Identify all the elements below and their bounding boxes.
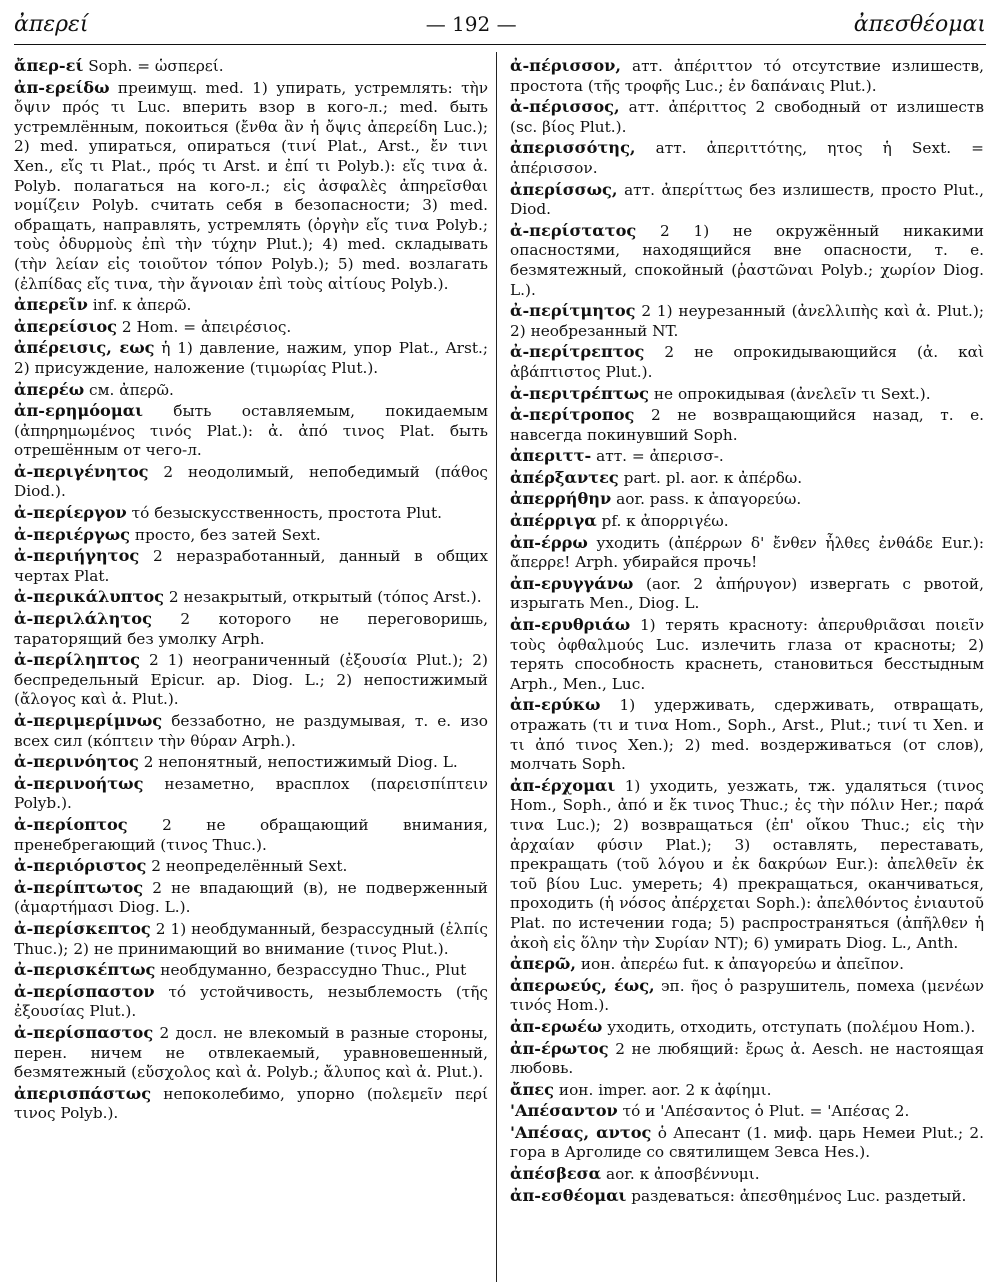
dictionary-entry	[14, 856, 488, 877]
entry-headword: ἀ-περιτρέπτως	[510, 383, 649, 403]
entry-headword: ἀ-περίτρεπτος	[510, 342, 645, 362]
page-number: — 192 —	[425, 12, 517, 36]
dictionary-entry	[510, 695, 984, 774]
dictionary-entry	[14, 1023, 488, 1083]
entry-headword: ἀ-πέρισσον,	[510, 56, 621, 75]
entry-definition: атт. ἀπεριττότης, ητος ἡ Sext. = ἀπέρισσον.	[510, 139, 984, 177]
entry-headword: ἄπες	[510, 1079, 555, 1099]
entry-definition: 2 не обращающий внимания, пренебрегающий (τινος Thuc.).	[14, 815, 488, 854]
entry-headword: ἀ-περίστατος	[510, 220, 637, 240]
header-right-word: ἀπεσθέομαι	[853, 11, 986, 37]
entry-definition: эп. ῆος ὁ разрушитель, помеха (μενέων τινός Hom.).	[510, 976, 984, 1015]
entry-definition: 2 которого не переговоришь, тараторящий без умолку Arph.	[14, 610, 488, 648]
dictionary-entry	[14, 380, 488, 401]
entry-definition: (aor. 2 ἀπήρυγον) извергать с рвотой, изрыгать Men., Diog. L.	[510, 574, 984, 613]
dictionary-entry	[510, 221, 984, 300]
entry-definition: part. pl. aor. к ἀπέρδω.	[623, 468, 803, 487]
entry-headword: ἀπερῶ,	[510, 954, 576, 974]
entry-definition: pf. к ἀπορριγέω.	[601, 512, 729, 531]
dictionary-entry	[510, 954, 984, 975]
left-column	[14, 56, 488, 1282]
dictionary-entry	[510, 56, 984, 96]
entry-headword: 'Απέσας, αντος	[510, 1122, 652, 1142]
entry-headword: ἀ-περιήγητος	[14, 546, 140, 566]
entry-definition: атт. ἀπέριττον τό отсутствие излишеств, простота (τῆς τροφῆς Luc.; ἐν δαπάναις Plut.).	[510, 57, 984, 95]
entry-headword: ἀ-περίληπτος	[14, 650, 140, 670]
dictionary-entry	[14, 587, 488, 608]
entry-headword: ἀ-περιλάλητος	[14, 609, 152, 629]
entry-definition: быть оставляемым, покидаемым (ἀπηρημωμένος τινός Plat.): ἀ. ἀπό τινος Plat. быть отрешённым от чего-л.	[14, 402, 488, 460]
entry-definition: ἡ 1) давление, нажим, упор Plat., Arst.; 2) присуждение, наложение (τιμωρίας Plut.).	[14, 339, 488, 377]
dictionary-entry	[510, 384, 984, 405]
entry-definition: уходить, отходить, отступать (πολέμου Hom.).	[607, 1017, 976, 1036]
entry-definition: 2 Hom. = ἀπειρέσιος.	[121, 317, 292, 336]
dictionary-entry	[14, 462, 488, 502]
dictionary-entry	[14, 609, 488, 649]
column-divider	[496, 52, 497, 1282]
dictionary-entry	[510, 1123, 984, 1163]
entry-headword: ἀπ-ερείδω	[14, 77, 110, 97]
entry-definition: 1) терять красноту: ἀπερυθριᾶσαι ποιεῖν τοὺς ὀφθαλμούς Luc. излечить глаза от красноты; 2) терять способность краснеть, становиться бесстыдным Arph., Men., Luc.	[510, 616, 984, 693]
entry-headword: ἀ-περίσκεπτος	[14, 918, 151, 938]
dictionary-entry	[14, 1084, 488, 1124]
entry-definition: τό и 'Απέσαντος ὁ Plut. = 'Απέσας 2.	[622, 1102, 910, 1121]
entry-definition: уходить (ἀπέρρων δ' ἔνθεν ἦλθες ἐνθάδε Eur.): ἄπερρε! Arph. убирайся прочь!	[510, 533, 984, 572]
entry-definition: 2 непонятный, непостижимый Diog. L.	[143, 753, 458, 772]
entry-definition: ион. imper. aor. 2 к ἀφίημι.	[558, 1080, 772, 1099]
entry-definition: 2 1) необдуманный, безрассудный (ἐλπίς Thuc.); 2) не принимающий во внимание (τινος Plut.).	[14, 919, 488, 958]
entry-headword: ἀπερεῖν	[14, 295, 88, 315]
entry-headword: ἄπερ-εί	[14, 56, 84, 75]
entry-headword: ἀπ-ερυθριάω	[510, 615, 631, 635]
entry-definition: беззаботно, не раздумывая, т. е. изо всех сил (κόπτειν τὴν θύραν Arph.).	[14, 712, 488, 750]
entry-headword: ἀ-περινοήτως	[14, 773, 144, 793]
entry-headword: ἀπεριττ-	[510, 446, 592, 466]
dictionary-entry	[510, 1164, 984, 1185]
dictionary-entry	[510, 1039, 984, 1079]
dictionary-entry	[510, 574, 984, 614]
dictionary-entry	[510, 776, 984, 953]
header-rule	[14, 44, 986, 45]
entry-headword: 'Απέσαντον	[510, 1101, 618, 1121]
entry-headword: ἀπ-ερημόομαι	[14, 401, 143, 421]
entry-headword: ἀ-περίτροπος	[510, 405, 635, 425]
entry-definition: см. ἀπερῶ.	[89, 380, 174, 399]
entry-definition: 2 не впадающий (в), не подверженный (ἁμαρτήμασι Diog. L.).	[14, 878, 488, 917]
dictionary-entry	[14, 503, 488, 524]
entry-headword: ἀ-περίσπαστος	[14, 1022, 154, 1042]
entry-headword: ἀπερισπάστως	[14, 1083, 152, 1103]
page-header	[14, 6, 986, 42]
dictionary-entry	[14, 960, 488, 981]
entry-headword: ἀπ-έρχομαι	[510, 775, 616, 795]
dictionary-entry	[510, 1080, 984, 1101]
dictionary-entry	[14, 525, 488, 546]
dictionary-entry	[510, 446, 984, 467]
entry-definition: 2 неодолимый, непобедимый (πάθος Diod.).	[14, 462, 488, 501]
entry-definition: τό устойчивость, незыблемость (τῆς ἐξουσίας Plut.).	[14, 982, 488, 1021]
entry-headword: ἀ-πέρισσος,	[510, 97, 620, 117]
entry-definition: раздеваться: ἀπεσθημένος Luc. раздетый.	[631, 1186, 967, 1205]
entry-headword: ἀπ-ερύκω	[510, 695, 601, 715]
dictionary-entry	[510, 511, 984, 532]
dictionary-entry	[14, 295, 488, 316]
dictionary-entry	[510, 180, 984, 220]
entry-definition: aor. к ἀποσβέννυμι.	[605, 1165, 760, 1184]
entry-headword: ἀ-περιγένητος	[14, 461, 149, 481]
entry-definition: ὁ Апесант (1. миф. царь Немеи Plut.; 2. гора в Арголиде со святилищем Зевса Hes.).	[510, 1123, 984, 1162]
entry-headword: ἀ-περιμερίμνως	[14, 711, 163, 730]
entry-headword: ἀ-περίεργον	[14, 503, 127, 523]
entry-headword: ἀπερείσιος	[14, 316, 118, 336]
entry-headword: ἀπέρριγα	[510, 511, 597, 531]
entry-headword: ἀπερέω	[14, 379, 85, 399]
entry-definition: атт. = ἀπερισσ-.	[596, 447, 724, 466]
dictionary-entry	[510, 489, 984, 510]
dictionary-entry	[510, 468, 984, 489]
entry-definition: 1) удерживать, сдерживать, отвращать, отражать (τι и τινα Hom., Soph., Arst., Plut.; τινί τι Xen. и τι ἀπό τινος Xen.); 2) med. воздерживаться (от слов), молчать Soph.	[510, 696, 984, 774]
dictionary-entry	[14, 878, 488, 918]
dictionary-entry	[510, 342, 984, 382]
entry-definition: 2 1) неограниченный (ἐξουσία Plut.); 2) беспредельный Epicur. ap. Diog. L.; 2) непостижимый (ἄλογος καὶ ἀ. Plut.).	[14, 651, 488, 709]
entry-definition: τό безыскусственность, простота Plut.	[131, 504, 442, 523]
entry-headword: ἀπέσβεσα	[510, 1164, 602, 1184]
dictionary-entry	[510, 533, 984, 573]
entry-definition: 2 не опрокидывающийся (ἀ. καὶ ἀβάπτιστος Plut.).	[510, 343, 984, 381]
header-left-word: ἀπερεί	[14, 11, 89, 37]
entry-definition: непоколебимо, упорно (πολεμεῖν περί τινος Polyb.).	[14, 1084, 488, 1123]
dictionary-entry	[510, 301, 984, 341]
dictionary-entry	[14, 919, 488, 959]
entry-definition: 2 неразработанный, данный в общих чертах Plat.	[14, 547, 488, 585]
dictionary-entry	[510, 1186, 984, 1207]
entry-headword: ἀ-περίτμητος	[510, 301, 636, 321]
entry-headword: ἀπ-ερυγγάνω	[510, 573, 634, 593]
dictionary-entry	[14, 338, 488, 378]
dictionary-entry	[510, 1101, 984, 1122]
dictionary-entry	[510, 138, 984, 178]
dictionary-entry	[510, 405, 984, 445]
entry-definition: 2 1) не окружённый никакими опасностями, находящийся вне опасности, т. е. безмятежный, спокойный (ῥαστῶναι Polyb.; χωρίον Diog. L.).	[510, 221, 984, 299]
entry-headword: ἀπέρεισις, εως	[14, 338, 155, 358]
entry-headword: ἀπ-έρρω	[510, 532, 588, 552]
entry-definition: просто, без затей Sext.	[134, 525, 321, 544]
dictionary-entry	[14, 78, 488, 295]
dictionary-entry	[510, 615, 984, 694]
entry-definition: ион. ἀπερέω fut. к ἀπαγορεύω и ἀπεῖπον.	[580, 955, 904, 974]
dictionary-entry	[14, 546, 488, 586]
dictionary-entry	[14, 982, 488, 1022]
dictionary-entry	[14, 711, 488, 751]
entry-definition: Soph. = ὡσπερεί.	[88, 57, 224, 75]
entry-definition: 2 неопределённый Sext.	[151, 857, 348, 876]
dictionary-entry	[14, 56, 488, 77]
dictionary-entry	[14, 774, 488, 814]
dictionary-entry	[14, 815, 488, 855]
dictionary-entry	[510, 97, 984, 137]
entry-definition: 2 1) неурезанный (ἀνελλιπὴς καὶ ἀ. Plut.); 2) необрезанный NT.	[510, 302, 984, 340]
entry-definition: 2 незакрытый, открытый (τόπος Arst.).	[168, 588, 482, 607]
right-column	[510, 56, 984, 1282]
entry-headword: ἀπ-ερωέω	[510, 1016, 603, 1036]
entry-headword: ἀ-περισκέπτως	[14, 960, 156, 980]
entry-definition: 2 досл. не влекомый в разные стороны, перен. ничем не отвлекаемый, уравновешенный, безмятежный (εὔσχολος καὶ ἀ. Polyb.; ἄλυπος καὶ ἀ. Plut.).	[14, 1023, 488, 1082]
dictionary-entry	[14, 752, 488, 773]
entry-headword: ἀ-περίσπαστον	[14, 981, 155, 1001]
dictionary-entry	[14, 650, 488, 710]
entry-headword: ἀ-περίοπτος	[14, 814, 128, 834]
entry-definition: незаметно, врасплох (παρεισπίπτειν Polyb.).	[14, 774, 488, 813]
entry-definition: 1) уходить, уезжать, тж. удаляться (τινος Hom., Soph., ἀπό и ἔκ τινος Thuc.; ἐς τὴν πόλιν Her.; παρά τινα Luc.); 2) возвращаться (ἐπ' οἴκου Thuc.; εἰς τὴν ἀρχαίαν φύσιν Plat.); 3) оставлять, переставать, прекращать (τοῦ λόγου и ἐκ δακρύων Eur.): ἀπελθεῖν ἐκ τοῦ βίου Luc. умереть; 4) прекращаться, оканчиваться, проходить (ἡ νόσος ἀπέρχεται Soph.): ἀπελθόντος ἐνιαυτοῦ Plat. по истечении года; 5) распространяться (ἀπῆλθεν ἡ ἀκοὴ εἰς ὅλην τὴν Συρίαν NT); 6) умирать Diog. L., Anth.	[510, 776, 984, 952]
entry-headword: ἀπ-έρωτος	[510, 1038, 609, 1058]
dictionary-entry	[510, 1017, 984, 1038]
entry-headword: ἀ-περικάλυπτος	[14, 587, 165, 607]
entry-headword: ἀ-περιέργως	[14, 524, 131, 544]
entry-definition: атт. ἀπέριττος 2 свободный от излишеств (sc. βίος Plut.).	[510, 98, 984, 136]
entry-definition: aor. pass. к ἀπαγορεύω.	[616, 490, 802, 509]
entry-definition: преимущ. med. 1) упирать, устремлять: τὴν ὄψιν πρός τι Luc. вперить взор в кого-л.; med. быть устремлённым, покоиться (ἔνθα ἂν ἡ ὄψις ἀπερείδη Luc.); 2) med. упираться, опираться (τινί Plat., Arst., ἔν τινι Xen., εἴς τι Plat., πρός τι Arst. и ἐπί τι Polyb.): εἴς τινα ἀ. Polyb. полагаться на кого-л.; εἰς ἀσφαλὲς ἀπηρεῖσθαι νομίζειν Polyb. считать себя в безопасности; 3) med. обращать, направлять, устремлять (ὀργὴν εἴς τινα Polyb.; τοὺς ὀδυρμοὺς ἐπὶ τὴν τύχην Plut.); 4) med. складывать (τὴν λείαν εἰς τοιοῦτον τόπον Polyb.); 5) med. возлагать (ἐλπίδας εἴς τινα, τὴν ἄγνοιαν ἐπὶ τοὺς αἰτίους Polyb.).	[14, 78, 488, 293]
entry-headword: ἀπ-εσθέομαι	[510, 1185, 627, 1205]
entry-definition: необдуманно, безрассудно Thuc., Plut	[160, 961, 467, 980]
entry-definition: не опрокидывая (ἀνελεῖν τι Sext.).	[653, 384, 931, 403]
entry-definition: 2 не возвращающийся назад, т. е. навсегда покинувший Soph.	[510, 406, 984, 444]
entry-headword: ἀπερωεύς, έως,	[510, 975, 655, 995]
dictionary-entry	[14, 401, 488, 461]
entry-headword: ἀ-περίπτωτος	[14, 877, 144, 897]
entry-headword: ἀπερρήθην	[510, 489, 612, 509]
entry-headword: ἀ-περιόριστος	[14, 856, 147, 876]
entry-headword: ἀ-περινόητος	[14, 752, 139, 772]
entry-headword: ἀπερίσσως,	[510, 179, 618, 199]
entry-definition: атт. ἀπερίττως без излишеств, просто Plut., Diod.	[510, 180, 984, 219]
entry-headword: ἀπερισσότης,	[510, 138, 636, 158]
dictionary-entry	[14, 317, 488, 338]
entry-headword: ἀπέρξαντες	[510, 467, 619, 487]
entry-definition: inf. к ἀπερῶ.	[92, 296, 192, 315]
entry-definition: 2 не любящий: ἔρως ἀ. Aesch. не настоящая любовь.	[510, 1039, 984, 1078]
dictionary-entry	[510, 976, 984, 1016]
